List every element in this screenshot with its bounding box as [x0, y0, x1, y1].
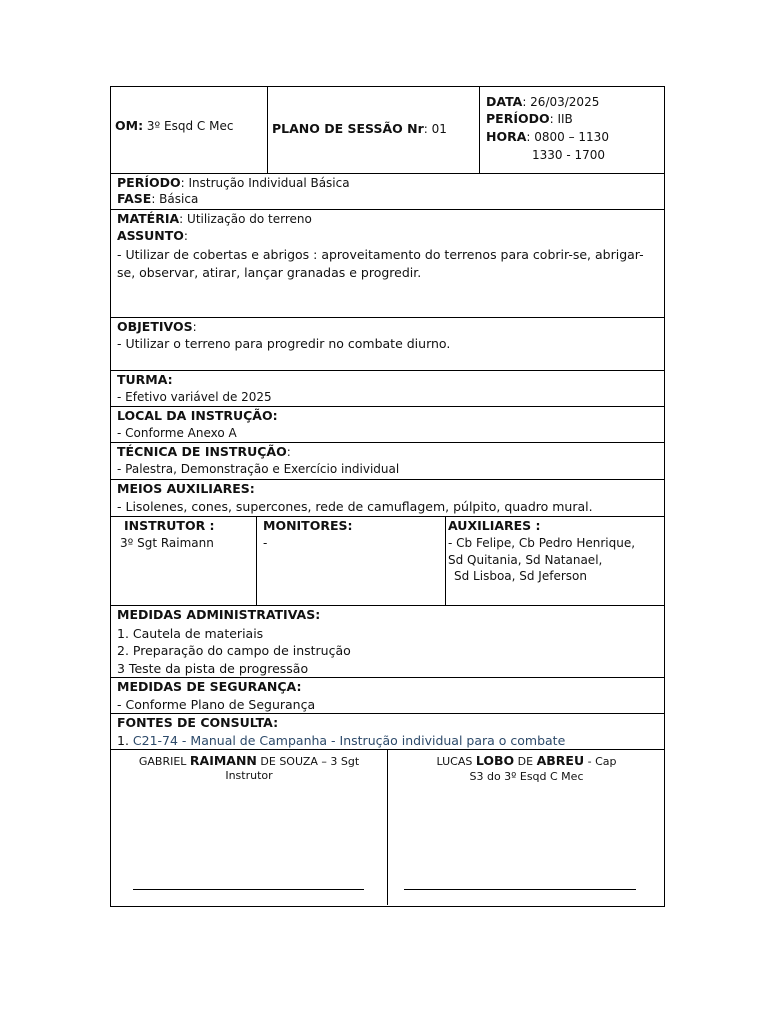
auxiliares-line-1: - Cb Felipe, Cb Pedro Henrique,: [448, 536, 636, 550]
meios-row: [111, 479, 664, 516]
medidas-adm-row: [111, 605, 664, 677]
turma-row: [111, 370, 664, 406]
instrutor-label: INSTRUTOR :: [124, 518, 215, 533]
auxiliares-label: AUXILIARES :: [448, 518, 541, 533]
date-cell: [479, 87, 664, 173]
periodo-header-label: PERÍODO: [486, 111, 550, 126]
medidas-seg-row: [111, 677, 664, 713]
meios-label: MEIOS AUXILIARES:: [117, 481, 255, 496]
fase-label: FASE: [117, 191, 152, 206]
materia-label: MATÉRIA: [117, 211, 180, 226]
fontes-row: [111, 713, 664, 749]
sig-left-post: DE SOUZA – 3 Sgt: [256, 755, 360, 768]
medidas-seg-value: - Conforme Plano de Segurança: [117, 697, 316, 712]
signature-right: [387, 750, 664, 905]
sig-right-pre: LUCAS: [436, 755, 476, 768]
local-label: LOCAL DA INSTRUÇÃO:: [117, 408, 278, 423]
sig-left-role: Instrutor: [225, 769, 273, 782]
signature-row: [111, 749, 664, 906]
monitores-label: MONITORES:: [263, 518, 353, 533]
fontes-label: FONTES DE CONSULTA:: [117, 715, 279, 730]
fontes-value: C21-74 - Manual de Campanha - Instrução individual para o combate: [132, 733, 566, 748]
objetivos-label: OBJETIVOS: [117, 319, 193, 334]
objetivos-colon: :: [192, 320, 197, 334]
sig-right-post: - Cap: [584, 755, 617, 768]
data-value: : 26/03/2025: [522, 95, 600, 109]
monitores-value: -: [263, 536, 268, 550]
sig-right-mid: DE: [514, 755, 537, 768]
periodo-fase-row: [111, 173, 664, 209]
local-value: - Conforme Anexo A: [117, 426, 237, 440]
turma-label: TURMA:: [117, 372, 173, 387]
periodo-header-value: : IIB: [549, 112, 573, 126]
assunto-line-1: - Utilizar de cobertas e abrigos : aproveitamento do terrenos para cobrir-se, abrigar-: [117, 247, 644, 262]
meios-value: - Lisolenes, cones, supercones, rede de camuflagem, púlpito, quadro mural.: [117, 499, 593, 514]
assunto-label: ASSUNTO: [117, 228, 184, 243]
medidas-adm-item-3: 3 Teste da pista de progressão: [117, 661, 309, 676]
data-label: DATA: [486, 94, 523, 109]
header-row: [111, 87, 664, 173]
om-label: OM:: [115, 118, 144, 133]
assunto-colon: :: [183, 229, 188, 243]
objetivos-value: - Utilizar o terreno para progredir no combate diurno.: [117, 336, 451, 351]
materia-value: : Utilização do terreno: [179, 212, 312, 226]
assunto-line-2: se, observar, atirar, lançar granadas e progredir.: [117, 265, 422, 280]
medidas-seg-label: MEDIDAS DE SEGURANÇA:: [117, 679, 302, 694]
auxiliares-line-3: Sd Lisboa, Sd Jeferson: [454, 569, 587, 583]
tecnica-colon: :: [286, 445, 291, 459]
sig-right-bold-2: ABREU: [536, 753, 585, 768]
turma-value: - Efetivo variável de 2025: [117, 390, 272, 404]
hora-value-1: : 0800 – 1130: [526, 130, 609, 144]
auxiliares-line-2: Sd Quitania, Sd Natanael,: [448, 553, 603, 567]
om-cell: [111, 87, 267, 173]
signature-line-right: [404, 889, 636, 890]
hora-label: HORA: [486, 129, 527, 144]
instrutor-value: 3º Sgt Raimann: [120, 536, 214, 550]
signature-line-left: [133, 889, 364, 890]
session-plan-form: [110, 86, 665, 907]
objetivos-row: [111, 317, 664, 370]
signature-left: [111, 750, 387, 906]
auxiliares-cell: [445, 517, 664, 605]
sig-left-pre: GABRIEL: [138, 755, 190, 768]
sig-left-bold: RAIMANN: [189, 753, 257, 768]
om-value: 3º Esqd C Mec: [146, 119, 234, 133]
fontes-prefix: 1.: [117, 733, 133, 748]
hora-value-2: 1330 - 1700: [532, 148, 606, 162]
periodo-value: : Instrução Individual Básica: [180, 176, 350, 190]
staff-row: [111, 516, 664, 605]
fase-value: : Básica: [151, 192, 199, 206]
monitores-cell: [256, 517, 445, 605]
tecnica-label: TÉCNICA DE INSTRUÇÃO: [117, 444, 287, 459]
local-row: [111, 406, 664, 442]
periodo-label: PERÍODO: [117, 175, 181, 190]
plano-label: PLANO DE SESSÃO Nr: [272, 121, 424, 136]
medidas-adm-label: MEDIDAS ADMINISTRATIVAS:: [117, 607, 321, 622]
medidas-adm-item-1: 1. Cautela de materiais: [117, 626, 264, 641]
tecnica-row: [111, 442, 664, 479]
plano-cell: [267, 87, 479, 173]
plano-value: : 01: [423, 122, 447, 136]
tecnica-value: - Palestra, Demonstração e Exercício individual: [117, 462, 400, 476]
sig-right-bold-1: LOBO: [475, 753, 515, 768]
instrutor-cell: [111, 517, 256, 605]
medidas-adm-item-2: 2. Preparação do campo de instrução: [117, 643, 351, 658]
sig-right-role: S3 do 3º Esqd C Mec: [469, 770, 584, 783]
materia-assunto-row: [111, 209, 664, 317]
